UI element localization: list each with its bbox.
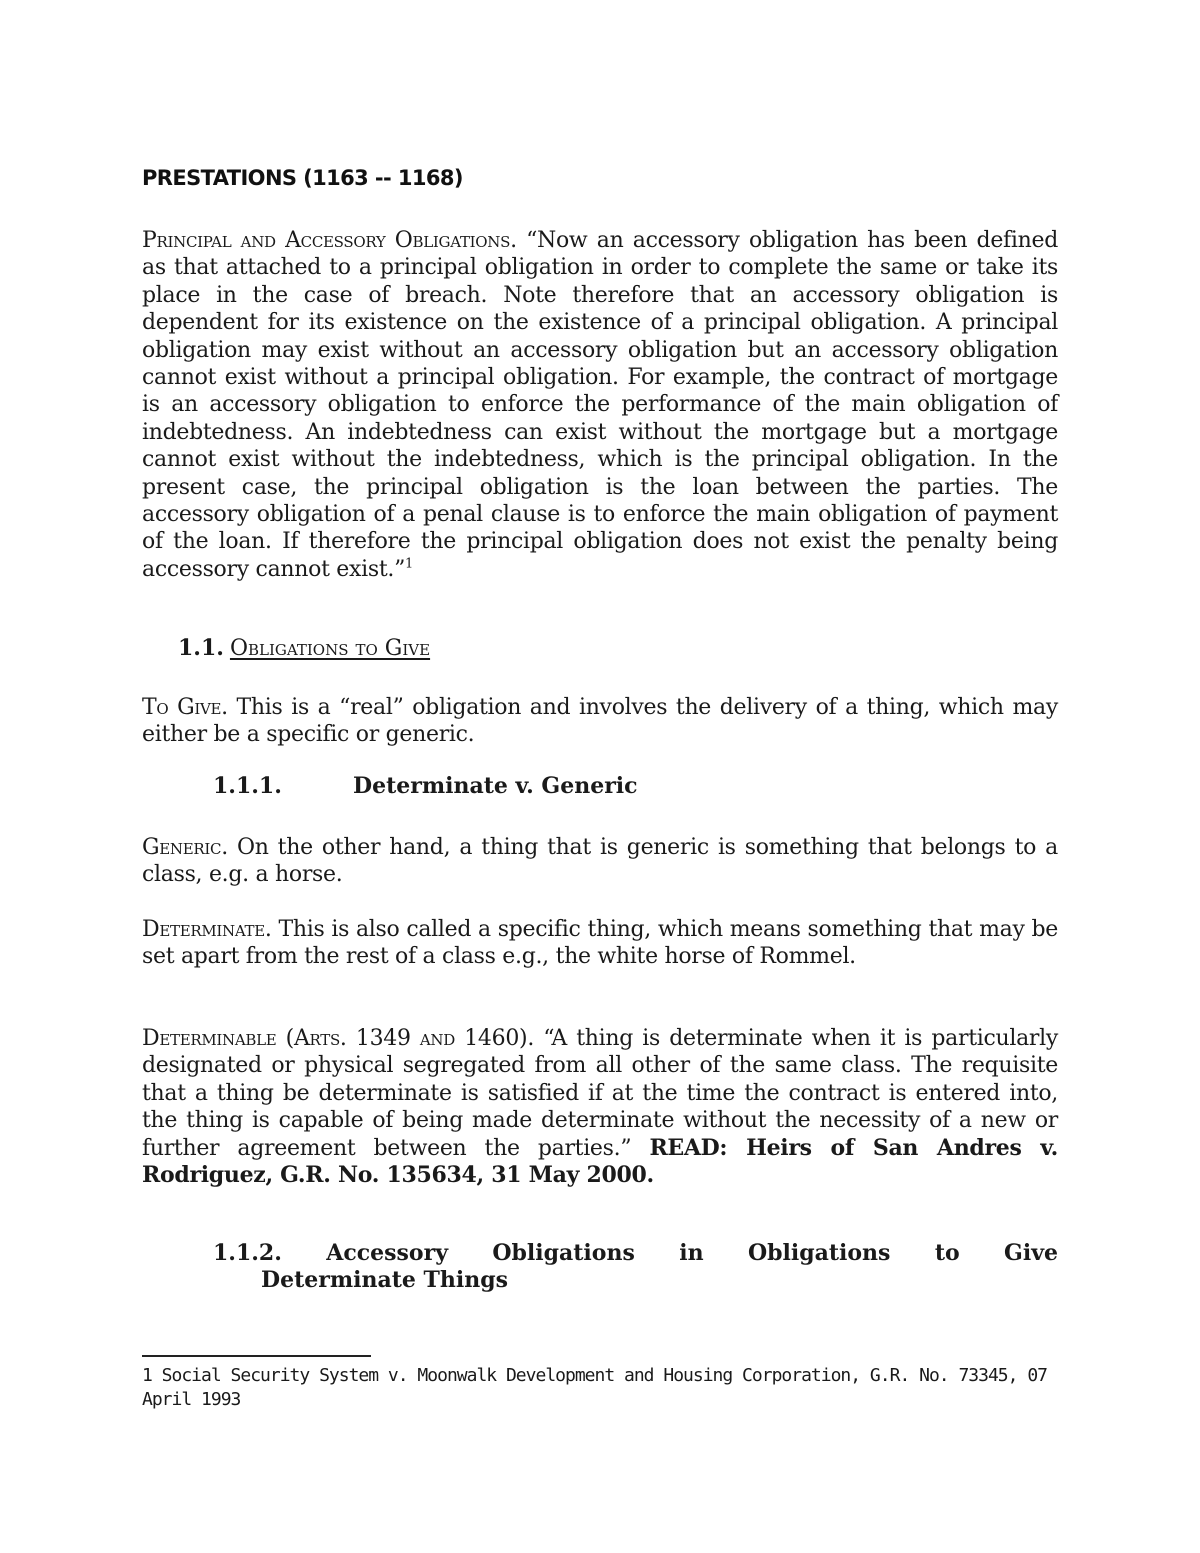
to-give-body: . This is a “real” obligation and involves the delivery of a thing, which may either be a specific or generic. [142,695,1058,748]
section-1-1-2-title-line2: Determinate Things [261,1267,509,1294]
determinate-body: . This is also called a specific thing, which means something that may be set apart from the rest of a class e.g., the white horse of Rommel. [142,917,1058,970]
section-1-1-2-number: 1.1.2. [213,1240,282,1266]
generic-lead: Generic [142,835,222,860]
determinate-paragraph [142,916,1058,971]
section-1-1-number: 1.1. [178,635,224,661]
determinable-paragraph [142,1025,1058,1189]
footnote-text: 1 Social Security System v. Moonwalk Development and Housing Corporation, G.R. No. 73345, 07 April 1993 [142,1365,1047,1410]
section-1-1-1-heading [213,773,1058,800]
read-citation: READ: Heirs of San Andres v. Rodriguez, G.R. No. 135634, 31 May 2000. [142,1134,1058,1189]
generic-body: . On the other hand, a thing that is generic is something that belongs to a class, e.g. a horse. [142,835,1058,888]
to-give-paragraph [142,694,1058,749]
section-1-1-2-heading [213,1240,1058,1295]
intro-body: . “Now an accessory obligation has been defined as that attached to a principal obligation in order to complete the same or take its place in the case of breach. Note therefore that an accessory obligation is dependent for its existence on the existence of a principal obligation. A principal obligation may exist without an accessory obligation but an accessory obligation cannot exist without a principal obligation. For example, the contract of mortgage is an accessory obligation to enforce the performance of the main obligation of indebtedness. An indebtedness can exist without the mortgage but a mortgage cannot exist without the indebtedness, which is the principal obligation. In the present case, the principal obligation is the loan between the parties. The accessory obligation of a penal clause is to enforce the main obligation of payment of the loan. If therefore the principal obligation does not exist the penalty being accessory cannot exist.” [142,228,1058,582]
footnote-separator [142,1355,371,1357]
section-1-1-title: Obligations to Give [229,636,431,661]
section-1-1-heading [178,634,430,663]
determinable-lead: Determinable (Arts. 1349 and 1460) [142,1026,528,1051]
document-page [142,0,1058,1553]
to-give-lead: To Give [142,695,222,720]
document-title: PRESTATIONS (1163 -- 1168) [142,166,463,190]
section-1-1-1-title: Determinate v. Generic [353,773,638,799]
intro-lead: Principal and Accessory Obligations [142,228,511,253]
section-1-1-2-line1 [213,1240,1058,1267]
section-1-1-1-number: 1.1.1. [213,773,282,799]
intro-paragraph [142,227,1058,583]
generic-paragraph [142,834,1058,889]
determinate-lead: Determinate [142,917,265,942]
section-1-1-2-title-line1: Accessory Obligations in Obligations to Give [326,1240,1058,1266]
footnote-reference[interactable]: 1 [405,556,414,572]
determinable-body: . “A thing is determinate when it is particularly designated or physical segregated from all other of the same class. The requisite that a thing be determinate is satisfied if at the time the contract is entered into, the thing is capable of being made determinate without the necessity of a new or further agreement between the parties.” [142,1026,1059,1161]
